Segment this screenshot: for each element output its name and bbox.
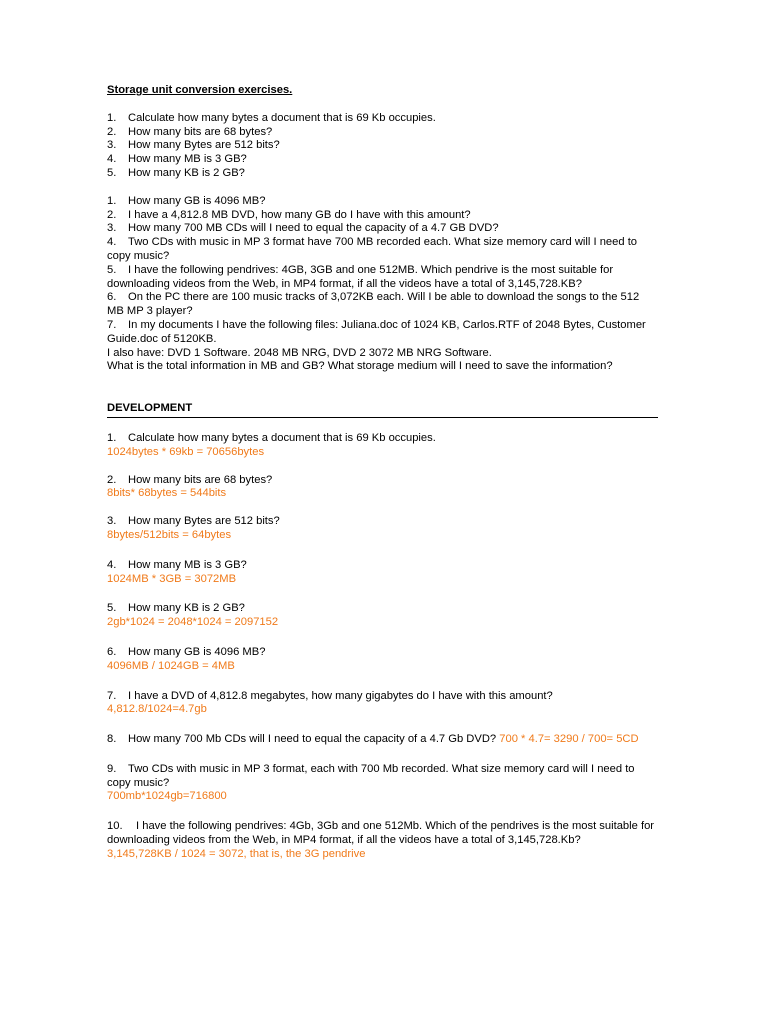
exercise-list-1 — [107, 112, 658, 181]
list-item — [107, 319, 658, 347]
development-item — [107, 646, 658, 674]
question-text: How many KB is 2 GB? — [128, 602, 245, 615]
answer: 8bytes/512bits = 64bytes — [107, 528, 232, 541]
exercise-list-2 — [107, 195, 658, 374]
question — [107, 763, 658, 791]
development-item — [107, 602, 658, 630]
item-text: How many Bytes are 512 bits? — [128, 139, 280, 152]
list-item — [107, 209, 658, 223]
answer: 1024bytes * 69kb = 70656bytes — [107, 445, 265, 458]
item-number: 2. — [107, 473, 117, 486]
list-item — [107, 167, 658, 181]
list-item — [107, 112, 658, 126]
item-number: 1. — [107, 111, 117, 124]
item-number: 1. — [107, 431, 117, 444]
item-text: How many KB is 2 GB? — [128, 166, 245, 179]
item-number: 1. — [107, 194, 117, 207]
item-text: How many GB is 4096 MB? — [128, 194, 266, 207]
development-heading: DEVELOPMENT — [107, 402, 658, 418]
answer: 2gb*1024 = 2048*1024 = 2097152 — [107, 616, 279, 629]
document-page — [107, 84, 658, 862]
answer: 700 * 4.7= 3290 / 700= 5CD — [499, 733, 639, 746]
answer: 1024MB * 3GB = 3072MB — [107, 572, 237, 585]
item-number: 4. — [107, 153, 117, 166]
answer: 4096MB / 1024GB = 4MB — [107, 659, 235, 672]
item-text: I have the following pendrives: 4GB, 3GB and one 512MB. Which pendrive is the most suitable for downloading videos from the Web, in MP4 format, if all the videos have a total of 3,145,728.KB? — [107, 263, 614, 290]
item-number: 10. — [107, 820, 123, 833]
page-title: Storage unit conversion exercises. — [107, 84, 293, 96]
question-text: How many GB is 4096 MB? — [128, 645, 266, 658]
item-number: 3. — [107, 222, 117, 235]
item-number: 3. — [107, 139, 117, 152]
development-item — [107, 820, 658, 861]
item-text: In my documents I have the following files: Juliana.doc of 1024 KB, Carlos.RTF of 2048 Bytes, Customer Guide.doc of 5120KB. — [107, 318, 646, 345]
list-item — [107, 291, 658, 319]
development-item — [107, 474, 658, 502]
item-text: How many bits are 68 bytes? — [128, 125, 273, 138]
question — [107, 474, 658, 488]
development-item — [107, 733, 658, 747]
list-item — [107, 126, 658, 140]
question — [107, 690, 658, 704]
item-text: Two CDs with music in MP 3 format have 700 MB recorded each. What size memory card will I need to copy music? — [107, 236, 638, 262]
item-number: 7. — [107, 689, 117, 702]
item-number: 8. — [107, 733, 117, 746]
item-number: 5. — [107, 263, 117, 276]
question — [107, 733, 658, 747]
item-number: 3. — [107, 515, 117, 528]
development-item — [107, 432, 658, 460]
development-list — [107, 432, 658, 862]
answer: 700mb*1024gb=716800 — [107, 790, 227, 803]
question — [107, 602, 658, 616]
item-number: 4. — [107, 236, 117, 249]
question — [107, 820, 658, 848]
question-text: How many Bytes are 512 bits? — [128, 515, 280, 528]
development-item — [107, 559, 658, 587]
question — [107, 515, 658, 529]
list-item — [107, 264, 658, 292]
question-text: How many MB is 3 GB? — [128, 558, 247, 571]
list-item — [107, 139, 658, 153]
item-number: 6. — [107, 645, 117, 658]
list-item — [107, 153, 658, 167]
item-number: 2. — [107, 208, 117, 221]
item-text: I have a 4,812.8 MB DVD, how many GB do I have with this amount? — [128, 208, 471, 221]
question-text: Two CDs with music in MP 3 format, each with 700 Mb recorded. What size memory card will I need to copy music? — [107, 762, 635, 789]
item-number: 9. — [107, 762, 117, 775]
development-item — [107, 763, 658, 804]
item-number: 5. — [107, 166, 117, 179]
question-text: I have the following pendrives: 4Gb, 3Gb and one 512Mb. Which of the pendrives is the most suitable for downloading videos from the Web, in MP4 format, if all the videos have a total of 3,145,728.Kb? — [107, 820, 655, 847]
item-number: 2. — [107, 125, 117, 138]
list-item — [107, 222, 658, 236]
question-text: How many 700 Mb CDs will I need to equal the capacity of a 4.7 Gb DVD? — [128, 733, 497, 746]
answer: 4,812.8/1024=4.7gb — [107, 703, 207, 716]
item-text: How many 700 MB CDs will I need to equal the capacity of a 4.7 GB DVD? — [128, 222, 499, 235]
list-item — [107, 236, 658, 264]
extra-line: What is the total information in MB and GB? What storage medium will I need to save the information? — [107, 360, 613, 373]
question-text: I have a DVD of 4,812.8 megabytes, how many gigabytes do I have with this amount? — [128, 689, 553, 702]
extra-line: I also have: DVD 1 Software. 2048 MB NRG, DVD 2 3072 MB NRG Software. — [107, 346, 492, 359]
question-text: How many bits are 68 bytes? — [128, 473, 273, 486]
question-text: Calculate how many bytes a document that is 69 Kb occupies. — [128, 431, 436, 444]
development-item — [107, 515, 658, 543]
item-number: 5. — [107, 602, 117, 615]
item-number: 4. — [107, 558, 117, 571]
item-number: 7. — [107, 318, 117, 331]
development-item — [107, 690, 658, 718]
item-number: 6. — [107, 291, 117, 304]
question — [107, 646, 658, 660]
list-item — [107, 195, 658, 209]
item-text: On the PC there are 100 music tracks of 3,072KB each. Will I be able to download the songs to the 512 MB MP 3 player? — [107, 291, 640, 318]
question — [107, 559, 658, 573]
item-text: Calculate how many bytes a document that is 69 Kb occupies. — [128, 111, 436, 124]
item-text: How many MB is 3 GB? — [128, 153, 247, 166]
answer: 8bits* 68bytes = 544bits — [107, 487, 227, 500]
answer: 3,145,728KB / 1024 = 3072, that is, the 3G pendrive — [107, 847, 366, 860]
question — [107, 432, 658, 446]
